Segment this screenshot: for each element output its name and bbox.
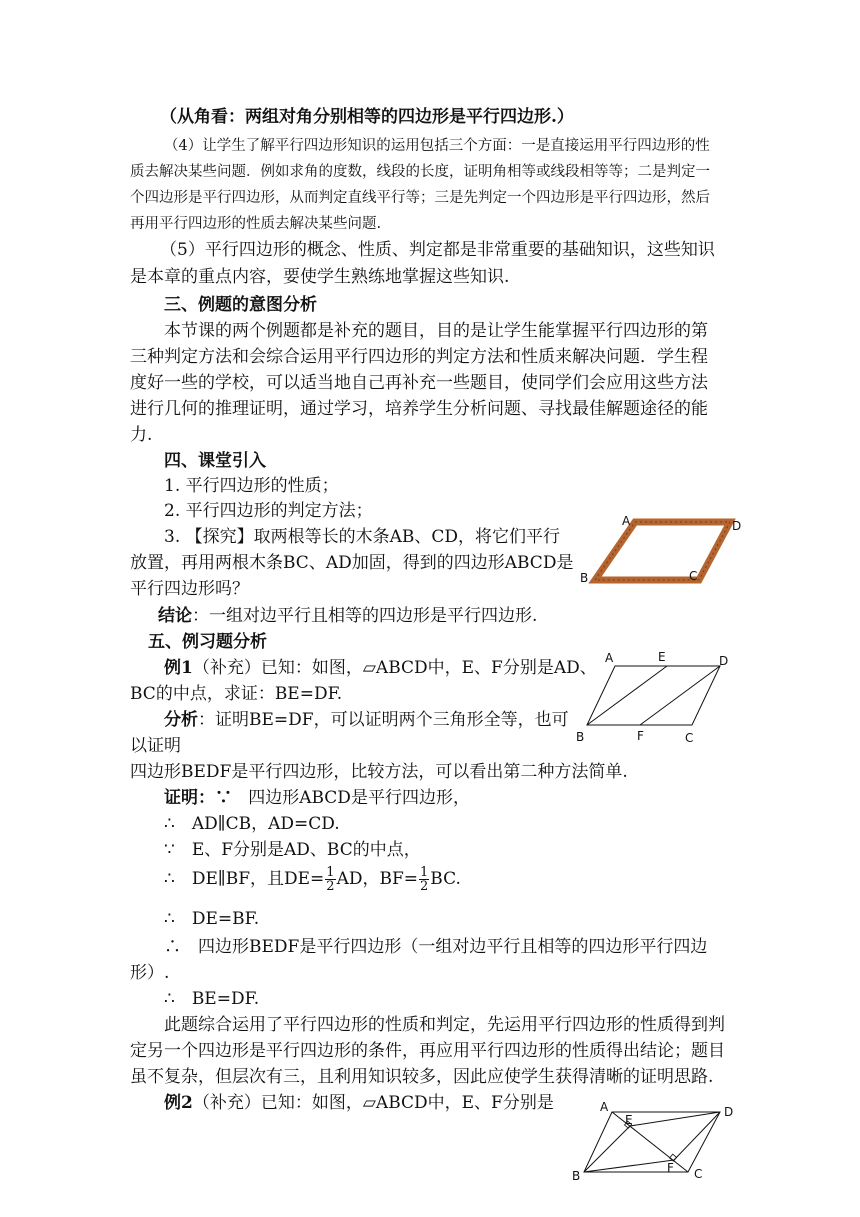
section-heading-5: 五、例习题分析 bbox=[148, 632, 267, 652]
figure-example-1 bbox=[570, 648, 740, 748]
line-4: 个四边形是平行四边形，从而判定直线平行等；三是先判定一个四边形是平行四边形，然后 bbox=[130, 190, 710, 206]
line-37: 虽不复杂，但层次有三，且利用知识较多，因此应使学生获得清晰的证明思路. bbox=[130, 1067, 714, 1087]
proof-step-2: ∵ E、F分别是AD、BC的中点， bbox=[164, 840, 421, 860]
fraction-half-2 bbox=[419, 866, 429, 893]
fraction-denominator: 2 bbox=[326, 879, 335, 894]
line-23: BC的中点，求证：BE=DF. bbox=[130, 684, 343, 704]
fig1-label-b: B bbox=[580, 571, 589, 585]
line-13: 力. bbox=[130, 425, 153, 445]
proof-step-1: ∴ AD∥CB，AD=CD. bbox=[164, 814, 340, 834]
line-19: 平行四边形吗？ bbox=[130, 579, 249, 599]
proof-step-3-a: ∴ DE∥BF，且DE= bbox=[164, 869, 325, 889]
example-1-label: 例1 bbox=[164, 658, 193, 678]
fig3-segment-df bbox=[674, 1112, 720, 1160]
proof-step-3-c: BC. bbox=[430, 869, 461, 889]
fig2-label-b: B bbox=[576, 730, 585, 744]
line-36: 定另一个四边形是平行四边形的条件，再应用平行四边形的性质得出结论；题目 bbox=[130, 1041, 725, 1061]
example-2-text: （补充）已知：如图，▱ABCD中，E、F分别是 bbox=[192, 1093, 554, 1113]
fig3-label-f: F bbox=[667, 1161, 674, 1175]
fig3-label-c: C bbox=[694, 1167, 703, 1181]
fig3-label-d: D bbox=[724, 1105, 734, 1119]
line-9: 本节课的两个例题都是补充的题目，目的是让学生能掌握平行四边形的第 bbox=[164, 321, 708, 341]
line-12: 进行几何的推理证明，通过学习，培养学生分析问题、寻找最佳解题途径的能 bbox=[130, 399, 708, 419]
proof-step-3 bbox=[164, 866, 461, 893]
fig2-parallelogram bbox=[587, 666, 720, 725]
analysis-text: ：证明BE=DF，可以证明两个三角形全等，也可 bbox=[198, 710, 569, 730]
fig3-label-a: A bbox=[600, 1100, 609, 1114]
fraction-denominator: 2 bbox=[420, 879, 429, 894]
line-15: 1. 平行四边形的性质； bbox=[164, 476, 339, 496]
fig2-label-a: A bbox=[605, 651, 614, 665]
line-35: 此题综合运用了平行四边形的性质和判定，先运用平行四边形的性质得到判 bbox=[164, 1015, 725, 1035]
section-heading-4: 四、课堂引入 bbox=[164, 451, 266, 471]
line-2: （4）让学生了解平行四边形知识的运用包括三个方面：一是直接运用平行四边形的性 bbox=[164, 138, 710, 154]
fig2-segment-be bbox=[587, 666, 667, 725]
figure-example-2 bbox=[570, 1098, 745, 1188]
proof-step-5: ∴ 四边形BEDF是平行四边形（一组对边平行且相等的四边形平行四边 bbox=[164, 937, 708, 957]
section-heading-3: 三、例题的意图分析 bbox=[164, 295, 317, 315]
proof-step-4: ∴ DE=BF. bbox=[164, 909, 260, 929]
fig2-label-f: F bbox=[637, 729, 644, 743]
example-2-label: 例2 bbox=[164, 1093, 193, 1113]
figure-wood-parallelogram bbox=[575, 510, 750, 590]
fig3-segment-de bbox=[630, 1112, 720, 1126]
fig1-label-a: A bbox=[622, 514, 631, 528]
fig1-label-c: C bbox=[689, 569, 698, 583]
line-16: 2. 平行四边形的判定方法； bbox=[164, 501, 373, 521]
conclusion-line bbox=[158, 603, 537, 629]
fig3-label-b: B bbox=[572, 1169, 581, 1183]
line-11: 度好一些的学校，可以适当地自己再补充一些题目，使同学们会应用这些方法 bbox=[130, 373, 708, 393]
line-5: 再用平行四边形的性质去解决某些问题. bbox=[130, 216, 382, 232]
conclusion-text: ：一组对边平行且相等的四边形是平行四边形. bbox=[192, 606, 538, 626]
proof-step-6: ∴ BE=DF. bbox=[164, 989, 260, 1009]
wood-frame-inner bbox=[595, 522, 730, 580]
fig3-segment-bf bbox=[584, 1160, 674, 1172]
fig2-label-c: C bbox=[685, 731, 694, 745]
line-1: （从角看：两组对角分别相等的四边形是平行四边形.） bbox=[160, 107, 574, 127]
line-7: 是本章的重点内容，要使学生熟练地掌握这些知识. bbox=[130, 267, 510, 287]
fig3-label-e: E bbox=[625, 1113, 633, 1127]
line-6: （5）平行四边形的概念、性质、判定都是非常重要的基础知识，这些知识 bbox=[160, 240, 715, 260]
proof-step-5-cont: 形）. bbox=[130, 963, 170, 983]
conclusion-label: 结论 bbox=[158, 606, 192, 626]
analysis-line bbox=[164, 707, 569, 733]
line-17: 3. 【探究】取两根等长的木条AB、CD，将它们平行 bbox=[164, 527, 561, 547]
example-2-line bbox=[164, 1090, 554, 1116]
fraction-half-1 bbox=[325, 866, 335, 893]
line-18: 放置，再用两根木条BC、AD加固，得到的四边形ABCD是 bbox=[130, 553, 574, 573]
fraction-numerator: 1 bbox=[326, 865, 335, 880]
analysis-label: 分析 bbox=[164, 710, 198, 730]
line-25: 以证明 bbox=[130, 736, 181, 756]
proof-label: 证明：∵ bbox=[164, 788, 232, 808]
example-1-text: （补充）已知：如图，▱ABCD中，E、F分别是AD、 bbox=[192, 658, 597, 678]
fig3-segment-be bbox=[584, 1126, 630, 1172]
proof-step-3-b: AD，BF= bbox=[336, 869, 419, 889]
fig1-label-d: D bbox=[732, 519, 742, 533]
line-10: 三种判定方法和会综合运用平行四边形的判定方法和性质来解决问题．学生程 bbox=[130, 347, 708, 367]
proof-line bbox=[164, 785, 470, 811]
fig2-label-e: E bbox=[658, 650, 666, 664]
proof-text: 四边形ABCD是平行四边形， bbox=[248, 788, 470, 808]
line-26: 四边形BEDF是平行四边形，比较方法，可以看出第二种方法简单. bbox=[130, 762, 628, 782]
fig2-label-d: D bbox=[719, 654, 729, 668]
example-1-line bbox=[164, 655, 597, 681]
line-3: 质去解决某些问题．例如求角的度数，线段的长度，证明角相等或线段相等等；二是判定一 bbox=[130, 164, 710, 180]
fig2-segment-df bbox=[640, 666, 720, 725]
fraction-numerator: 1 bbox=[420, 865, 429, 880]
